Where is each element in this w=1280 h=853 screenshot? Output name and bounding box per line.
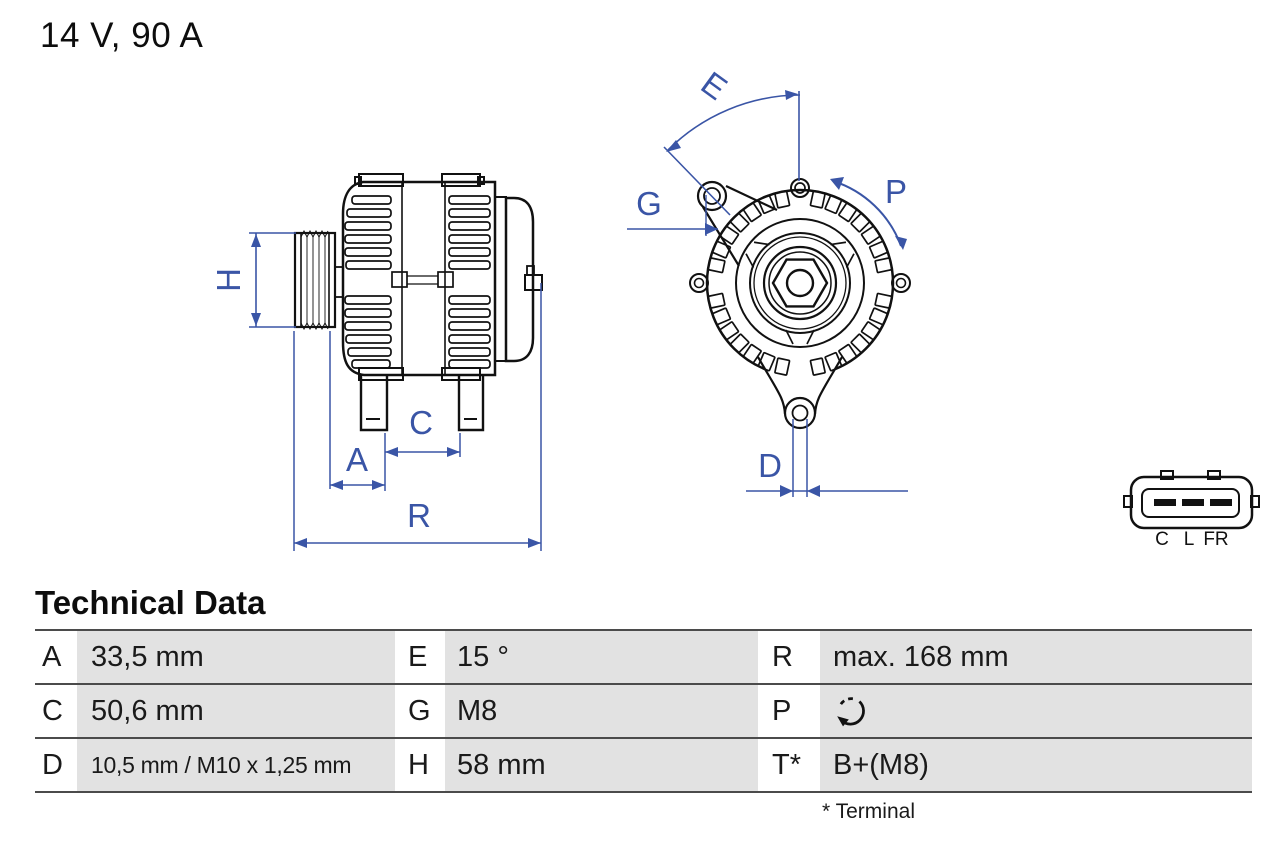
dim-label-cell: E [395, 631, 445, 683]
shaft-hex-nut [773, 260, 827, 307]
dim-value-cell: M8 [445, 685, 758, 737]
dim-value-cell: max. 168 mm [820, 631, 1252, 683]
dim-value-cell: 15 ° [445, 631, 758, 683]
dim-value-cell: 50,6 mm [77, 685, 395, 737]
section-heading: Technical Data [35, 584, 266, 621]
connector-pin-label-c: C [1155, 529, 1169, 550]
dim-label-a: A [345, 441, 369, 478]
side-view-dimensions [210, 233, 541, 551]
dim-label-d: D [758, 447, 782, 484]
alternator-side-view [210, 174, 542, 551]
dim-label-c: C [409, 404, 433, 441]
dim-label-e: E [694, 64, 735, 108]
rating-label: 14 V, 90 A [40, 16, 204, 55]
connector-diagram [1124, 471, 1259, 550]
dim-label-cell: D [35, 739, 77, 791]
dim-value-cell: 58 mm [445, 739, 758, 791]
belt-pulley [295, 231, 335, 329]
connector-pins [1154, 499, 1232, 506]
dim-label-cell: P [758, 685, 820, 737]
cooling-fins [345, 196, 490, 368]
dim-label-cell: H [395, 739, 445, 791]
dim-label-cell: T* [758, 739, 820, 791]
front-view-dimensions [627, 64, 908, 497]
table-row [35, 685, 1252, 739]
dim-label-h: H [210, 268, 247, 292]
dim-label-g: G [636, 185, 662, 222]
alternator-front-view [627, 64, 910, 497]
technical-data-table [35, 629, 1252, 793]
rotation-direction-icon [833, 693, 871, 729]
table-row [35, 739, 1252, 793]
connector-pin-label-fr: FR [1203, 529, 1229, 550]
dim-label-cell: A [35, 631, 77, 683]
dim-value-cell: 33,5 mm [77, 631, 395, 683]
dim-value-cell [820, 685, 1252, 737]
dim-label-r: R [407, 497, 431, 534]
dim-value-cell: B+(M8) [820, 739, 1252, 791]
dim-label-cell: G [395, 685, 445, 737]
terminal-footnote: * Terminal [822, 800, 915, 823]
dim-label-cell: C [35, 685, 77, 737]
dim-label-cell: R [758, 631, 820, 683]
connector-pin-label-l: L [1183, 529, 1195, 550]
dim-value-cell: 10,5 mm / M10 x 1,25 mm [77, 739, 395, 791]
dim-label-p: P [884, 173, 908, 210]
table-row [35, 631, 1252, 685]
